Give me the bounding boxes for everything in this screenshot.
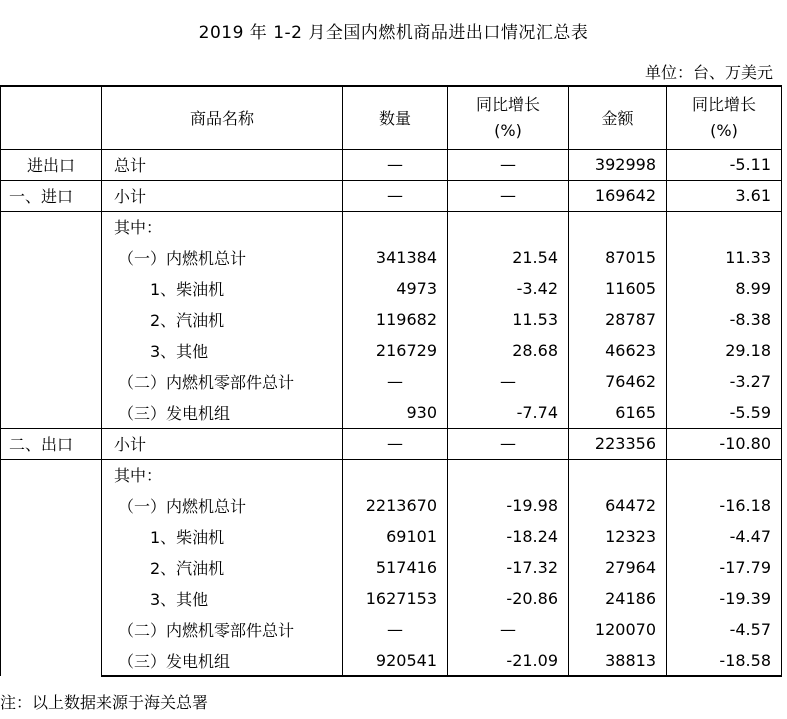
row-name: 小计 — [102, 428, 343, 459]
row-quantity: 69101 — [343, 521, 448, 552]
row-quantity: — — [343, 180, 448, 211]
row-name: （三）发电机组 — [102, 645, 343, 676]
row-name: （二）内燃机零部件总计 — [102, 366, 343, 397]
row-name: 小计 — [102, 180, 343, 211]
row-name: （二）内燃机零部件总计 — [102, 614, 343, 645]
empty-cell — [569, 459, 667, 490]
row-quantity-growth: — — [448, 366, 569, 397]
empty-cell — [448, 211, 569, 242]
row-quantity: — — [343, 149, 448, 180]
row-amount: 169642 — [569, 180, 667, 211]
row-name: 1、柴油机 — [102, 273, 343, 304]
row-amount-growth: -17.79 — [667, 552, 782, 583]
row-quantity-growth: — — [448, 614, 569, 645]
row-quantity: — — [343, 614, 448, 645]
row-amount: 46623 — [569, 335, 667, 366]
row-amount-growth: -5.59 — [667, 397, 782, 428]
header-name: 商品名称 — [102, 86, 343, 149]
row-name: 2、汽油机 — [102, 304, 343, 335]
row-amount-growth: -8.38 — [667, 304, 782, 335]
row-quantity-growth: -7.74 — [448, 397, 569, 428]
row-amount: 87015 — [569, 242, 667, 273]
table-row — [1, 180, 782, 211]
row-amount: 12323 — [569, 521, 667, 552]
row-name: 2、汽油机 — [102, 552, 343, 583]
row-amount-growth: -16.18 — [667, 490, 782, 521]
row-amount-growth: 11.33 — [667, 242, 782, 273]
table-row — [1, 273, 782, 304]
header-category — [1, 86, 102, 149]
table-row — [1, 397, 782, 428]
trade-summary-table — [0, 85, 782, 677]
header-quantity: 数量 — [343, 86, 448, 149]
row-amount: 120070 — [569, 614, 667, 645]
row-amount: 38813 — [569, 645, 667, 676]
table-row — [1, 211, 782, 242]
table-row — [1, 304, 782, 335]
row-amount-growth: -4.57 — [667, 614, 782, 645]
row-name: 总计 — [102, 149, 343, 180]
row-quantity-growth: — — [448, 180, 569, 211]
row-category: 一、进口 — [1, 180, 102, 211]
row-category: 二、出口 — [1, 428, 102, 459]
row-amount-growth: -4.47 — [667, 521, 782, 552]
empty-cell — [667, 211, 782, 242]
header-amount-growth-label: 同比增长 — [691, 94, 756, 114]
header-quantity-growth — [448, 86, 569, 149]
row-amount: 24186 — [569, 583, 667, 614]
row-amount: 28787 — [569, 304, 667, 335]
row-quantity-growth: -18.24 — [448, 521, 569, 552]
header-quantity-growth-unit: (%) — [494, 120, 522, 140]
row-quantity-growth: -21.09 — [448, 645, 569, 676]
row-name: 其中： — [102, 459, 343, 490]
row-quantity-growth: -19.98 — [448, 490, 569, 521]
row-quantity: 1627153 — [343, 583, 448, 614]
table-title: 2019 年 1-2 月全国内燃机商品进出口情况汇总表 — [198, 23, 589, 43]
table-row — [1, 552, 782, 583]
row-amount-growth: 3.61 — [667, 180, 782, 211]
row-amount-growth: 29.18 — [667, 335, 782, 366]
row-quantity: 930 — [343, 397, 448, 428]
row-quantity: 216729 — [343, 335, 448, 366]
header-amount: 金额 — [569, 86, 667, 149]
table-row — [1, 366, 782, 397]
table-row — [1, 645, 782, 676]
table-row — [1, 335, 782, 366]
row-quantity: 119682 — [343, 304, 448, 335]
row-quantity-growth: — — [448, 149, 569, 180]
row-name: （一）内燃机总计 — [102, 242, 343, 273]
row-quantity: 2213670 — [343, 490, 448, 521]
row-amount: 392998 — [569, 149, 667, 180]
row-amount-growth: -18.58 — [667, 645, 782, 676]
row-name: 3、其他 — [102, 583, 343, 614]
row-amount-growth: -10.80 — [667, 428, 782, 459]
row-name: （一）内燃机总计 — [102, 490, 343, 521]
row-amount-growth: -5.11 — [667, 149, 782, 180]
row-amount: 11605 — [569, 273, 667, 304]
row-amount: 6165 — [569, 397, 667, 428]
row-name: （三）发电机组 — [102, 397, 343, 428]
row-quantity-growth: 28.68 — [448, 335, 569, 366]
row-amount: 76462 — [569, 366, 667, 397]
header-row — [1, 86, 782, 149]
table-row — [1, 459, 782, 490]
table-row — [1, 428, 782, 459]
row-quantity: 4973 — [343, 273, 448, 304]
empty-cell — [667, 459, 782, 490]
empty-cell — [343, 211, 448, 242]
unit-label: 单位：台、万美元 — [644, 63, 773, 82]
row-quantity-growth: 21.54 — [448, 242, 569, 273]
row-amount-growth: -19.39 — [667, 583, 782, 614]
row-quantity: 341384 — [343, 242, 448, 273]
row-quantity-growth: -20.86 — [448, 583, 569, 614]
table-row — [1, 242, 782, 273]
row-quantity-growth: 11.53 — [448, 304, 569, 335]
row-amount: 27964 — [569, 552, 667, 583]
header-quantity-growth-label: 同比增长 — [475, 94, 540, 114]
row-name: 1、柴油机 — [102, 521, 343, 552]
empty-cell — [448, 459, 569, 490]
row-quantity: 920541 — [343, 645, 448, 676]
row-category-import-block — [1, 211, 102, 428]
header-amount-growth-unit: (%) — [710, 120, 738, 140]
row-quantity-growth: -3.42 — [448, 273, 569, 304]
table-row — [1, 583, 782, 614]
source-note: 注：以上数据来源于海关总署 — [0, 693, 209, 712]
row-quantity: — — [343, 366, 448, 397]
header-amount-growth — [667, 86, 782, 149]
table-row — [1, 149, 782, 180]
empty-cell — [343, 459, 448, 490]
row-quantity-growth: -17.32 — [448, 552, 569, 583]
table-row — [1, 521, 782, 552]
empty-cell — [569, 211, 667, 242]
table-row — [1, 614, 782, 645]
row-quantity-growth: — — [448, 428, 569, 459]
row-amount: 223356 — [569, 428, 667, 459]
row-amount-growth: -3.27 — [667, 366, 782, 397]
row-name: 其中： — [102, 211, 343, 242]
row-amount: 64472 — [569, 490, 667, 521]
row-category: 进出口 — [1, 149, 102, 180]
row-name: 3、其他 — [102, 335, 343, 366]
row-quantity: 517416 — [343, 552, 448, 583]
table-row — [1, 490, 782, 521]
row-quantity: — — [343, 428, 448, 459]
row-amount-growth: 8.99 — [667, 273, 782, 304]
row-category-export-block — [1, 459, 102, 676]
